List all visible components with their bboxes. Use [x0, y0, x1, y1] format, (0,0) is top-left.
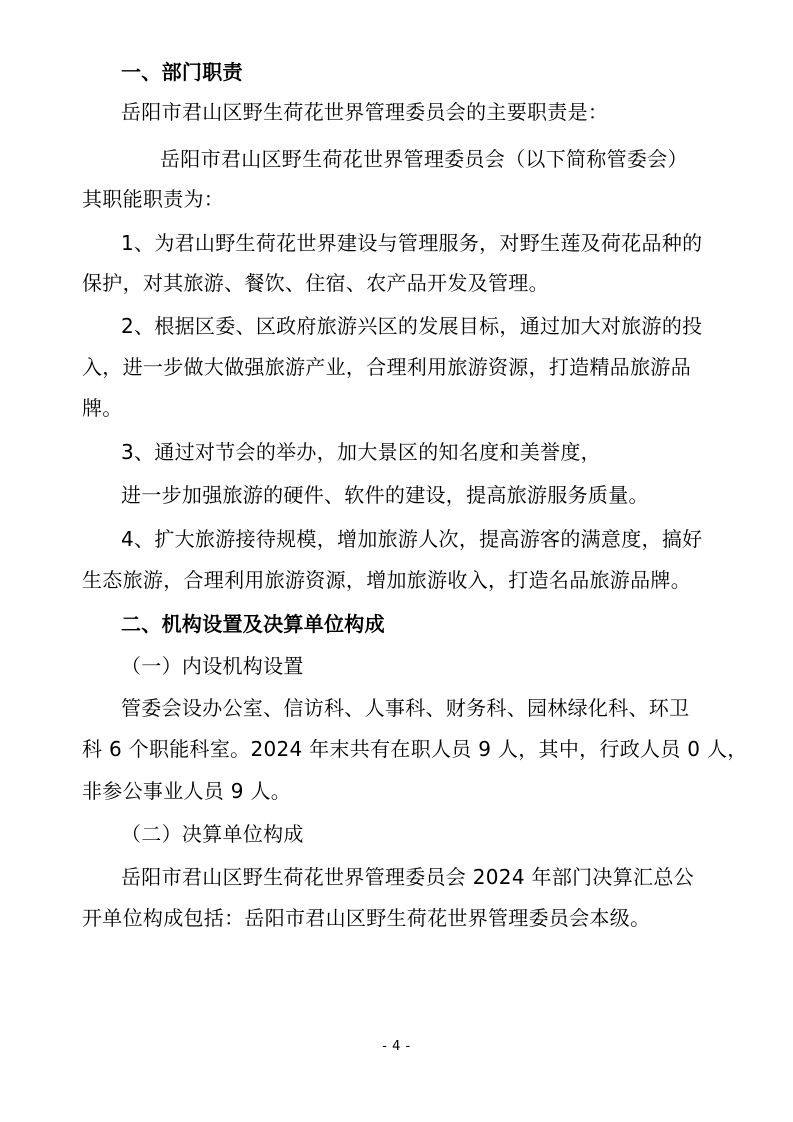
section1-heading: 一、部门职责 — [121, 60, 243, 84]
page-number: - 4 - — [382, 1039, 411, 1054]
item3-line1: 3、通过对节会的举办，加大景区的知名度和美誉度， — [121, 440, 601, 464]
subsection1-title: （一）内设机构设置 — [121, 654, 304, 678]
section2-heading: 二、机构设置及决算单位构成 — [121, 612, 385, 636]
item4-line2: 生态旅游，合理利用旅游资源，增加旅游收入，打造名品旅游品牌。 — [82, 568, 691, 592]
item1-line1: 1、为君山野生荷花世界建设与管理服务，对野生莲及荷花品种的 — [121, 231, 703, 255]
sub1-line2: 科 6 个职能科室。2024 年末共有在职人员 9 人，其中，行政人员 0 人， — [82, 737, 748, 761]
item2-line3: 牌。 — [82, 396, 123, 420]
sub2-line2: 开单位构成包括：岳阳市君山区野生荷花世界管理委员会本级。 — [82, 906, 651, 930]
subsection2-title: （二）决算单位构成 — [121, 822, 304, 846]
item1-line2: 保护，对其旅游、餐饮、住宿、农产品开发及管理。 — [82, 271, 549, 295]
section1-intro: 岳阳市君山区野生荷花世界管理委员会的主要职责是： — [121, 100, 609, 124]
item2-line1: 2、根据区委、区政府旅游兴区的发展目标，通过加大对旅游的投 — [121, 314, 703, 338]
sub1-line3: 非参公事业人员 9 人。 — [82, 779, 292, 803]
item4-line1: 4、扩大旅游接待规模，增加旅游人次，提高游客的满意度，搞好 — [121, 527, 703, 551]
sub1-line1: 管委会设办公室、信访科、人事科、财务科、园林绿化科、环卫 — [121, 696, 690, 720]
item2-line2: 入，进一步做大做强旅游产业，合理利用旅游资源，打造精品旅游品 — [82, 355, 691, 379]
item3-line2: 进一步加强旅游的硬件、软件的建设，提高旅游服务质量。 — [121, 483, 649, 507]
section1-para-line2: 其职能职责为： — [82, 187, 225, 211]
sub2-line1: 岳阳市君山区野生荷花世界管理委员会 2024 年部门决算汇总公 — [121, 865, 694, 889]
section1-para-line1: 岳阳市君山区野生荷花世界管理委员会（以下简称管委会） — [160, 147, 688, 171]
